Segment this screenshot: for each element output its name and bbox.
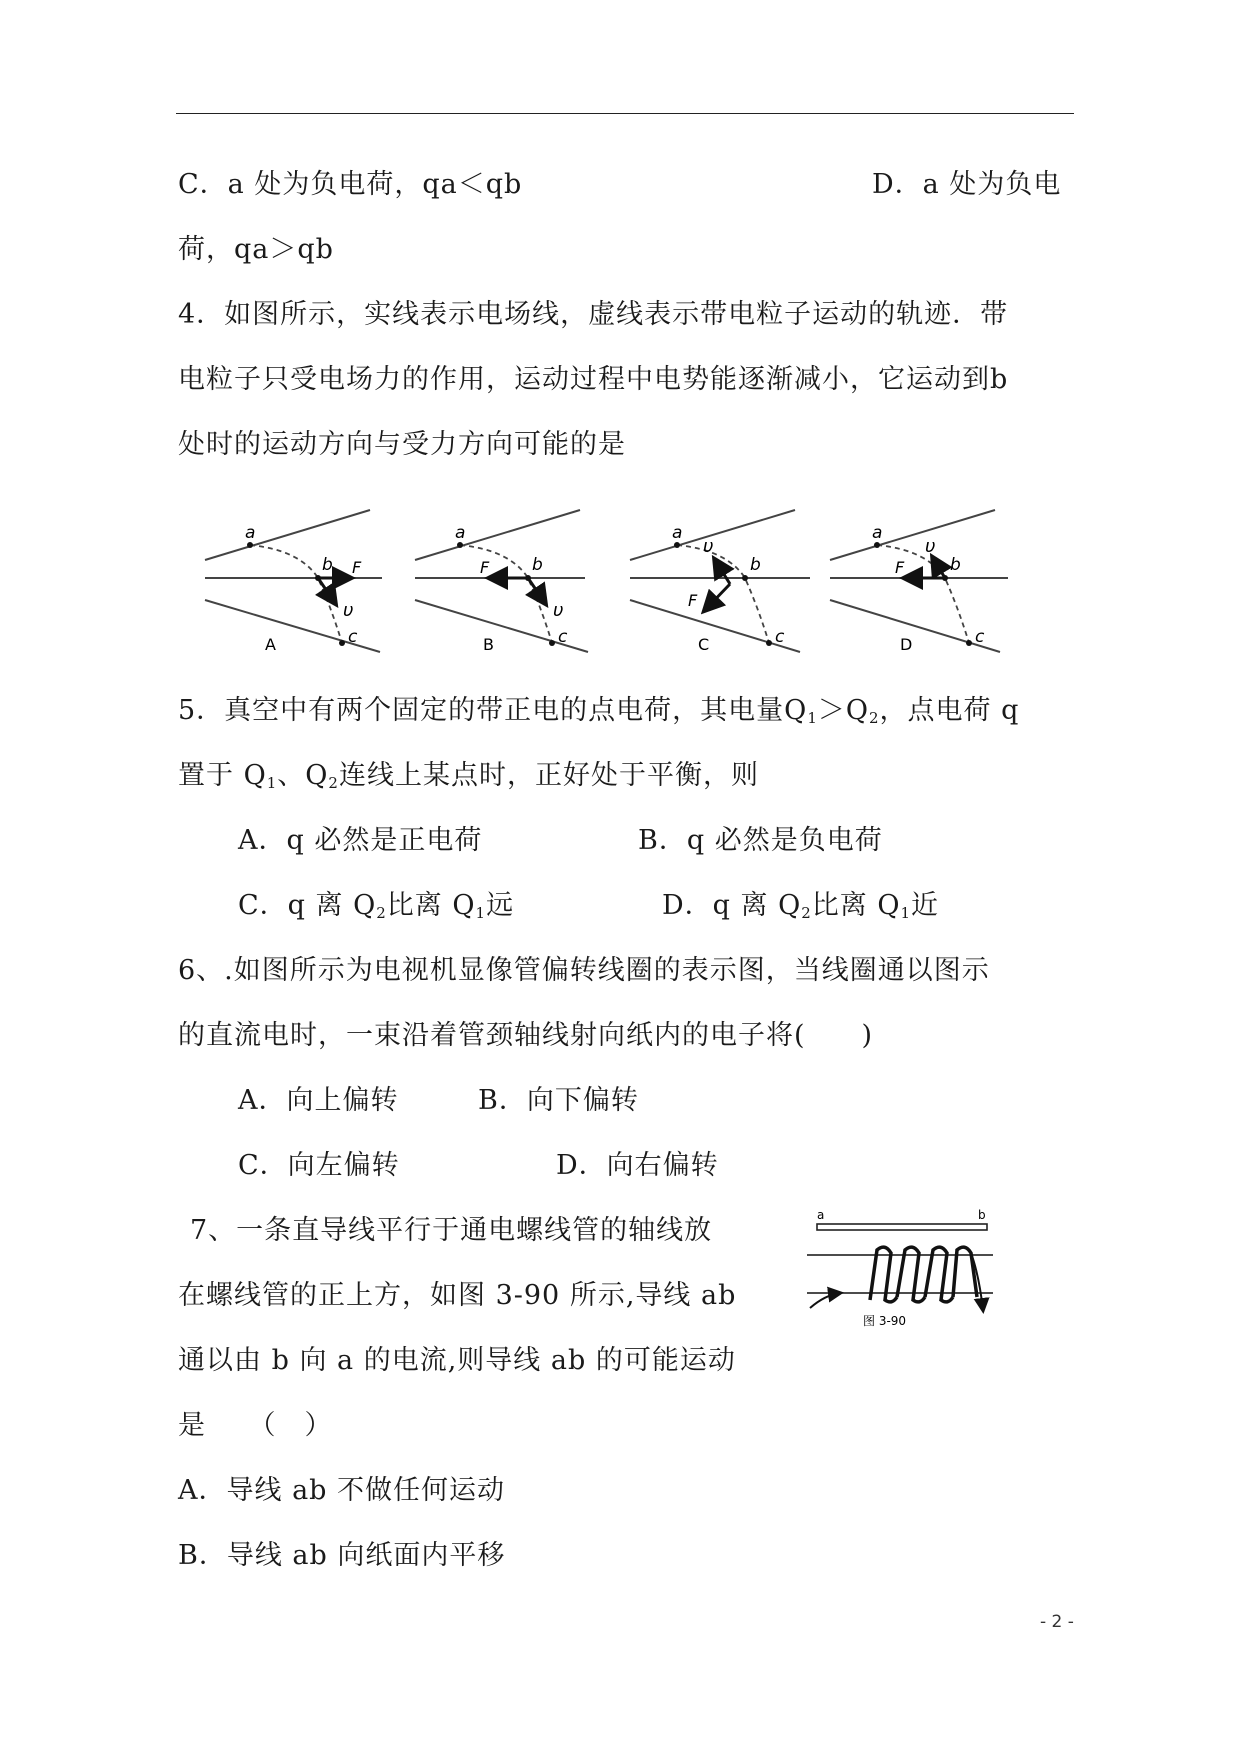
panel-b-point-c: c <box>558 627 568 647</box>
panel-c-velocity: υ <box>703 536 714 557</box>
panel-c-point-a: a <box>672 523 683 543</box>
panel-c-label: C <box>698 635 710 654</box>
panel-a-label: A <box>265 635 276 654</box>
q7-stem-line3: 通以由 b 向 a 的电流,则导线 ab 的可能运动 <box>178 1345 736 1376</box>
q7-solenoid-figure <box>795 1205 1005 1330</box>
panel-c-force: F <box>688 591 698 610</box>
panel-d-point-a: a <box>872 523 883 543</box>
q6-stem-line2: 的直流电时，一束沿着管颈轴线射向纸内的电子将( ) <box>178 1020 874 1051</box>
panel-c-point-c: c <box>775 627 785 647</box>
q6-stem-line1: 6、.如图所示为电视机显像管偏转线圈的表示图，当线圈通以图示 <box>178 955 990 986</box>
straight-wire <box>817 1224 987 1230</box>
panel-d-force: F <box>895 558 905 577</box>
panel-d <box>830 510 1008 654</box>
header-rule <box>176 113 1074 114</box>
wire-end-b: b <box>978 1208 986 1222</box>
panel-c <box>630 510 810 654</box>
panel-a-point-c: c <box>348 627 358 647</box>
q6-option-c: C．向左偏转 <box>238 1150 400 1181</box>
q4-stem-line1: 4．如图所示，实线表示电场线，虚线表示带电粒子运动的轨迹．带 <box>178 299 1009 330</box>
q5-option-d: D．q 离 $Q_2$比离 $Q_1$近 <box>662 890 940 922</box>
panel-b <box>415 510 588 654</box>
q7-stem-line4: 是 （ ） <box>178 1410 333 1441</box>
panel-b-point-a: a <box>455 523 466 543</box>
q5-stem-line2: 置于 $Q_1$、$Q_2$连线上某点时，正好处于平衡，则 <box>178 760 759 792</box>
panel-d-point-c: c <box>975 627 985 647</box>
panel-b-label: B <box>483 635 494 654</box>
q6-option-b: B．向下偏转 <box>478 1085 639 1116</box>
q3-option-d: D．a 处为负电 <box>872 169 1062 200</box>
panel-b-point-b: b <box>532 555 543 575</box>
panel-b-velocity: υ <box>553 600 564 621</box>
q3-option-d-continued: 荷，qa＞qb <box>178 234 334 265</box>
q7-option-b: B．导线 ab 向纸面内平移 <box>178 1540 506 1571</box>
q5-stem-line1: 5．真空中有两个固定的带正电的点电荷，其电量$Q_1>Q_2$，点电荷 q <box>178 695 1020 727</box>
q5-option-b: B．q 必然是负电荷 <box>638 825 883 856</box>
panel-a-force: F <box>352 558 362 577</box>
panel-b-force: F <box>480 558 490 577</box>
q6-option-a: A．向上偏转 <box>238 1085 399 1116</box>
panel-d-label: D <box>900 635 913 654</box>
wire-end-a: a <box>817 1208 825 1222</box>
panel-d-point-b: b <box>950 555 961 575</box>
panel-c-point-b: b <box>750 555 761 575</box>
q4-stem-line3: 处时的运动方向与受力方向可能的是 <box>178 429 626 460</box>
page-number: - 2 - <box>1040 1612 1074 1632</box>
q3-option-c: C．a 处为负电荷，qa＜qb <box>178 169 523 200</box>
q7-stem-line2: 在螺线管的正上方，如图 3-90 所示,导线 ab <box>178 1280 737 1311</box>
panel-a-point-b: b <box>322 555 333 575</box>
q6-option-d: D．向右偏转 <box>556 1150 719 1181</box>
q7-stem-line1: 7、一条直导线平行于通电螺线管的轴线放 <box>190 1215 713 1246</box>
figure-caption: 图 3-90 <box>863 1314 907 1328</box>
panel-a-velocity: υ <box>343 600 354 621</box>
q5-option-a: A．q 必然是正电荷 <box>238 825 483 856</box>
q4-stem-line2: 电粒子只受电场力的作用，运动过程中电势能逐渐减小，它运动到b <box>178 364 1009 395</box>
q7-option-a: A．导线 ab 不做任何运动 <box>178 1475 506 1506</box>
panel-a-point-a: a <box>245 523 256 543</box>
q5-option-c: C．q 离 $Q_2$比离 $Q_1$远 <box>238 890 515 922</box>
panel-a <box>205 510 382 654</box>
panel-d-velocity: υ <box>925 536 936 557</box>
q4-figure <box>200 500 1020 670</box>
